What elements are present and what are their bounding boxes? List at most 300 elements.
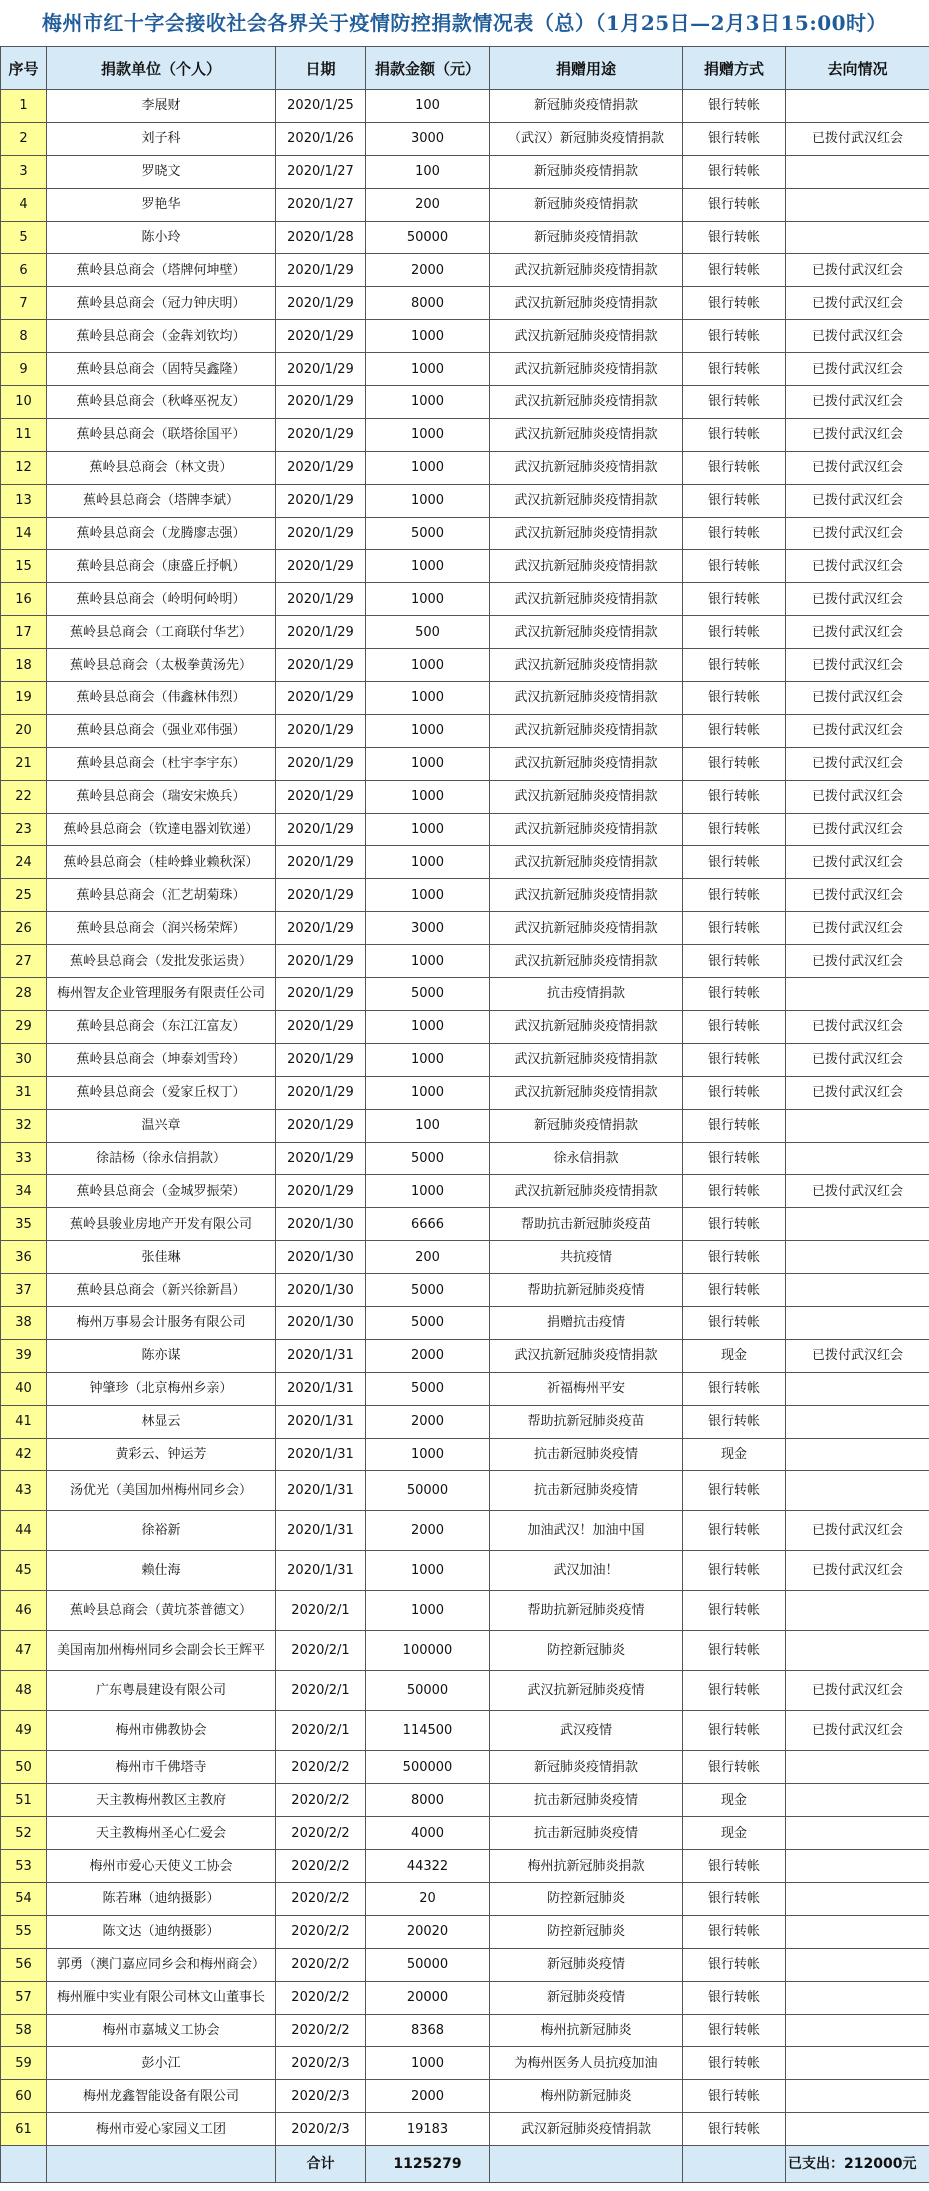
donation-date: 2020/1/31 bbox=[276, 1551, 366, 1591]
donation-purpose: 武汉抗新冠肺炎疫情捐款 bbox=[490, 254, 683, 287]
table-row bbox=[1, 616, 929, 649]
donation-method: 银行转帐 bbox=[683, 2080, 786, 2113]
donation-date: 2020/1/29 bbox=[276, 1109, 366, 1142]
donation-amount: 4000 bbox=[366, 1817, 490, 1850]
donation-date: 2020/2/3 bbox=[276, 2080, 366, 2113]
donation-purpose: 抗击新冠肺炎疫情 bbox=[490, 1817, 683, 1850]
donation-date: 2020/1/31 bbox=[276, 1511, 366, 1551]
donation-date: 2020/2/3 bbox=[276, 2113, 366, 2146]
donation-method: 银行转帐 bbox=[683, 1372, 786, 1405]
donation-purpose: 武汉抗新冠肺炎疫情 bbox=[490, 1671, 683, 1711]
row-index: 3 bbox=[1, 155, 47, 188]
table-row bbox=[1, 2113, 929, 2146]
donation-purpose: 祈福梅州平安 bbox=[490, 1372, 683, 1405]
donation-destination: 已拨付武汉红会 bbox=[786, 912, 929, 945]
donation-destination: 已拨付武汉红会 bbox=[786, 1671, 929, 1711]
donation-date: 2020/2/2 bbox=[276, 1817, 366, 1850]
donation-amount: 1000 bbox=[366, 1175, 490, 1208]
donation-date: 2020/2/3 bbox=[276, 2047, 366, 2080]
donation-purpose: 武汉抗新冠肺炎疫情捐款 bbox=[490, 649, 683, 682]
donor-name: 蕉岭县总商会（金城罗振荣） bbox=[47, 1175, 276, 1208]
donor-name: 蕉岭县总商会（桂岭蜂业赖秋深） bbox=[47, 846, 276, 879]
row-index: 23 bbox=[1, 813, 47, 846]
donation-date: 2020/1/29 bbox=[276, 714, 366, 747]
donation-amount: 5000 bbox=[366, 1274, 490, 1307]
donation-purpose: 武汉抗新冠肺炎疫情捐款 bbox=[490, 1076, 683, 1109]
donation-method: 现金 bbox=[683, 1817, 786, 1850]
donation-purpose: 新冠肺炎疫情捐款 bbox=[490, 1109, 683, 1142]
donation-method: 银行转帐 bbox=[683, 1405, 786, 1438]
table-row bbox=[1, 879, 929, 912]
donor-name: 梅州雁中实业有限公司林文山董事长 bbox=[47, 1981, 276, 2014]
donation-date: 2020/1/29 bbox=[276, 583, 366, 616]
donation-date: 2020/1/30 bbox=[276, 1274, 366, 1307]
donation-method: 银行转帐 bbox=[683, 1882, 786, 1915]
donation-date: 2020/1/29 bbox=[276, 418, 366, 451]
row-index: 53 bbox=[1, 1850, 47, 1883]
donor-name: 梅州龙鑫智能设备有限公司 bbox=[47, 2080, 276, 2113]
donation-destination: 已拨付武汉红会 bbox=[786, 1010, 929, 1043]
table-row bbox=[1, 780, 929, 813]
donation-method: 银行转帐 bbox=[683, 649, 786, 682]
donation-date: 2020/1/29 bbox=[276, 846, 366, 879]
table-row bbox=[1, 912, 929, 945]
donation-method: 银行转帐 bbox=[683, 780, 786, 813]
donor-name: 天主教梅州圣心仁爱会 bbox=[47, 1817, 276, 1850]
donor-name: 蕉岭县骏业房地产开发有限公司 bbox=[47, 1208, 276, 1241]
donation-date: 2020/1/27 bbox=[276, 188, 366, 221]
donation-destination: 已拨付武汉红会 bbox=[786, 353, 929, 386]
donation-amount: 20020 bbox=[366, 1915, 490, 1948]
donation-purpose: 防控新冠肺炎 bbox=[490, 1882, 683, 1915]
donation-method: 银行转帐 bbox=[683, 1208, 786, 1241]
row-index: 61 bbox=[1, 2113, 47, 2146]
donation-method: 银行转帐 bbox=[683, 287, 786, 320]
donation-date: 2020/1/29 bbox=[276, 550, 366, 583]
donation-date: 2020/1/29 bbox=[276, 484, 366, 517]
row-index: 41 bbox=[1, 1405, 47, 1438]
donation-method: 现金 bbox=[683, 1339, 786, 1372]
donation-amount: 200 bbox=[366, 1241, 490, 1274]
donation-method: 银行转帐 bbox=[683, 879, 786, 912]
donation-date: 2020/1/29 bbox=[276, 1043, 366, 1076]
donation-destination bbox=[786, 1306, 929, 1339]
table-row bbox=[1, 583, 929, 616]
donation-purpose: 武汉加油！ bbox=[490, 1551, 683, 1591]
header-purpose: 捐赠用途 bbox=[490, 47, 683, 90]
donation-purpose: 新冠肺炎疫情捐款 bbox=[490, 1751, 683, 1784]
table-row bbox=[1, 451, 929, 484]
table-row bbox=[1, 353, 929, 386]
row-index: 13 bbox=[1, 484, 47, 517]
donation-destination: 已拨付武汉红会 bbox=[786, 879, 929, 912]
donation-amount: 1000 bbox=[366, 386, 490, 419]
row-index: 5 bbox=[1, 221, 47, 254]
donation-method: 银行转帐 bbox=[683, 813, 786, 846]
donation-date: 2020/1/29 bbox=[276, 386, 366, 419]
donor-name: 天主教梅州教区主教府 bbox=[47, 1784, 276, 1817]
donation-destination bbox=[786, 978, 929, 1011]
donation-purpose: 武汉抗新冠肺炎疫情捐款 bbox=[490, 1043, 683, 1076]
row-index: 55 bbox=[1, 1915, 47, 1948]
donation-destination: 已拨付武汉红会 bbox=[786, 320, 929, 353]
donation-date: 2020/1/29 bbox=[276, 320, 366, 353]
donation-purpose: 徐永信捐款 bbox=[490, 1142, 683, 1175]
donation-date: 2020/1/29 bbox=[276, 813, 366, 846]
table-row bbox=[1, 1882, 929, 1915]
donor-name: 林显云 bbox=[47, 1405, 276, 1438]
table-row bbox=[1, 945, 929, 978]
donation-purpose: 武汉抗新冠肺炎疫情捐款 bbox=[490, 780, 683, 813]
donation-method: 银行转帐 bbox=[683, 1109, 786, 1142]
donor-name: 蕉岭县总商会（固特吴鑫隆） bbox=[47, 353, 276, 386]
donation-destination: 已拨付武汉红会 bbox=[786, 1711, 929, 1751]
table-row bbox=[1, 386, 929, 419]
donor-name: 蕉岭县总商会（新兴徐新昌） bbox=[47, 1274, 276, 1307]
table-row bbox=[1, 122, 929, 155]
table-row bbox=[1, 1241, 929, 1274]
row-index: 8 bbox=[1, 320, 47, 353]
donation-date: 2020/1/29 bbox=[276, 1175, 366, 1208]
donor-name: 蕉岭县总商会（太极拳黄汤先） bbox=[47, 649, 276, 682]
donation-destination: 已拨付武汉红会 bbox=[786, 550, 929, 583]
donation-amount: 8000 bbox=[366, 287, 490, 320]
donation-method: 银行转帐 bbox=[683, 550, 786, 583]
table-row bbox=[1, 1784, 929, 1817]
donation-amount: 200 bbox=[366, 188, 490, 221]
donation-destination bbox=[786, 188, 929, 221]
table-row bbox=[1, 1671, 929, 1711]
donation-date: 2020/1/29 bbox=[276, 616, 366, 649]
donation-method: 银行转帐 bbox=[683, 1915, 786, 1948]
donation-date: 2020/1/29 bbox=[276, 1010, 366, 1043]
donation-purpose: 武汉抗新冠肺炎疫情捐款 bbox=[490, 386, 683, 419]
donation-amount: 2000 bbox=[366, 254, 490, 287]
table-row bbox=[1, 1274, 929, 1307]
donor-name: 蕉岭县总商会（坤泰刘雪玲） bbox=[47, 1043, 276, 1076]
donation-amount: 20 bbox=[366, 1882, 490, 1915]
table-row bbox=[1, 188, 929, 221]
donor-name: 蕉岭县总商会（汇艺胡菊珠） bbox=[47, 879, 276, 912]
donation-date: 2020/1/31 bbox=[276, 1339, 366, 1372]
donation-destination bbox=[786, 2080, 929, 2113]
donation-method: 银行转帐 bbox=[683, 2014, 786, 2047]
header-method: 捐赠方式 bbox=[683, 47, 786, 90]
donation-destination: 已拨付武汉红会 bbox=[786, 254, 929, 287]
donation-amount: 100 bbox=[366, 90, 490, 123]
table-row bbox=[1, 1306, 929, 1339]
donation-purpose: 防控新冠肺炎 bbox=[490, 1631, 683, 1671]
donation-purpose: 武汉抗新冠肺炎疫情捐款 bbox=[490, 320, 683, 353]
donation-destination bbox=[786, 90, 929, 123]
page-title: 梅州市红十字会接收社会各界关于疫情防控捐款情况表（总）（1月25日—2月3日15:00时） bbox=[41, 11, 888, 35]
donor-name: 徐詰杨（徐永信捐款） bbox=[47, 1142, 276, 1175]
row-index: 42 bbox=[1, 1438, 47, 1471]
row-index: 25 bbox=[1, 879, 47, 912]
table-row bbox=[1, 90, 929, 123]
donation-date: 2020/2/2 bbox=[276, 1915, 366, 1948]
donor-name: 广东粤晨建设有限公司 bbox=[47, 1671, 276, 1711]
donation-method: 银行转帐 bbox=[683, 1751, 786, 1784]
donation-destination: 已拨付武汉红会 bbox=[786, 418, 929, 451]
donation-date: 2020/1/30 bbox=[276, 1241, 366, 1274]
header-destination: 去向情况 bbox=[786, 47, 929, 90]
donor-name: 梅州市爱心天使义工协会 bbox=[47, 1850, 276, 1883]
donation-amount: 1000 bbox=[366, 418, 490, 451]
header-donor: 捐款单位（个人） bbox=[47, 47, 276, 90]
donation-amount: 500000 bbox=[366, 1751, 490, 1784]
table-row bbox=[1, 1175, 929, 1208]
row-index: 51 bbox=[1, 1784, 47, 1817]
donation-method: 银行转帐 bbox=[683, 418, 786, 451]
donation-date: 2020/1/29 bbox=[276, 287, 366, 320]
donation-date: 2020/1/29 bbox=[276, 1076, 366, 1109]
donor-name: 蕉岭县总商会（金犇刘钦均） bbox=[47, 320, 276, 353]
donation-method: 银行转帐 bbox=[683, 1511, 786, 1551]
row-index: 33 bbox=[1, 1142, 47, 1175]
donation-purpose: 梅州抗新冠肺炎捐款 bbox=[490, 1850, 683, 1883]
donor-name: 梅州市佛教协会 bbox=[47, 1711, 276, 1751]
donation-method: 银行转帐 bbox=[683, 1591, 786, 1631]
row-index: 6 bbox=[1, 254, 47, 287]
table-row bbox=[1, 287, 929, 320]
donation-amount: 1000 bbox=[366, 879, 490, 912]
donation-destination: 已拨付武汉红会 bbox=[786, 649, 929, 682]
table-row bbox=[1, 1208, 929, 1241]
donation-destination bbox=[786, 1372, 929, 1405]
donation-amount: 1000 bbox=[366, 846, 490, 879]
donation-purpose: 武汉新冠肺炎疫情捐款 bbox=[490, 2113, 683, 2146]
donation-method: 银行转帐 bbox=[683, 978, 786, 1011]
row-index: 12 bbox=[1, 451, 47, 484]
donation-purpose: 武汉抗新冠肺炎疫情捐款 bbox=[490, 353, 683, 386]
donation-amount: 100 bbox=[366, 155, 490, 188]
donation-method: 银行转帐 bbox=[683, 221, 786, 254]
donation-date: 2020/2/1 bbox=[276, 1671, 366, 1711]
donation-purpose: 武汉抗新冠肺炎疫情捐款 bbox=[490, 616, 683, 649]
row-index: 27 bbox=[1, 945, 47, 978]
donation-destination bbox=[786, 1142, 929, 1175]
donation-amount: 1000 bbox=[366, 1043, 490, 1076]
donation-method: 银行转帐 bbox=[683, 1076, 786, 1109]
table-row bbox=[1, 649, 929, 682]
donation-date: 2020/1/29 bbox=[276, 254, 366, 287]
donation-purpose: 武汉抗新冠肺炎疫情捐款 bbox=[490, 747, 683, 780]
donation-destination bbox=[786, 1438, 929, 1471]
donation-destination bbox=[786, 1882, 929, 1915]
donation-method: 银行转帐 bbox=[683, 517, 786, 550]
donation-amount: 19183 bbox=[366, 2113, 490, 2146]
total-index-cell bbox=[1, 2146, 47, 2183]
header-index: 序号 bbox=[1, 47, 47, 90]
donation-purpose: 武汉疫情 bbox=[490, 1711, 683, 1751]
donation-destination bbox=[786, 2014, 929, 2047]
donation-method: 银行转帐 bbox=[683, 1010, 786, 1043]
donation-date: 2020/1/29 bbox=[276, 1142, 366, 1175]
donor-name: 陈文达（迪纳摄影） bbox=[47, 1915, 276, 1948]
total-method-cell bbox=[683, 2146, 786, 2183]
donation-destination bbox=[786, 1915, 929, 1948]
table-row bbox=[1, 517, 929, 550]
table-row bbox=[1, 1109, 929, 1142]
donation-amount: 1000 bbox=[366, 1551, 490, 1591]
table-row bbox=[1, 2080, 929, 2113]
donor-name: 梅州市嘉城义工协会 bbox=[47, 2014, 276, 2047]
row-index: 43 bbox=[1, 1471, 47, 1511]
donation-amount: 1000 bbox=[366, 714, 490, 747]
donation-destination: 已拨付武汉红会 bbox=[786, 846, 929, 879]
row-index: 17 bbox=[1, 616, 47, 649]
donation-destination: 已拨付武汉红会 bbox=[786, 682, 929, 715]
donation-amount: 1000 bbox=[366, 320, 490, 353]
table-row bbox=[1, 1711, 929, 1751]
donation-purpose: 抗击新冠肺炎疫情 bbox=[490, 1438, 683, 1471]
donation-method: 银行转帐 bbox=[683, 1043, 786, 1076]
donor-name: 蕉岭县总商会（康盛丘抒帆） bbox=[47, 550, 276, 583]
donation-amount: 114500 bbox=[366, 1711, 490, 1751]
donation-method: 银行转帐 bbox=[683, 155, 786, 188]
donation-purpose: 防控新冠肺炎 bbox=[490, 1915, 683, 1948]
donor-name: 蕉岭县总商会（伟鑫林伟烈） bbox=[47, 682, 276, 715]
donation-amount: 1000 bbox=[366, 1438, 490, 1471]
row-index: 29 bbox=[1, 1010, 47, 1043]
donation-purpose: 武汉抗新冠肺炎疫情捐款 bbox=[490, 1175, 683, 1208]
donation-destination: 已拨付武汉红会 bbox=[786, 1551, 929, 1591]
donation-purpose: 新冠肺炎疫情捐款 bbox=[490, 188, 683, 221]
donation-purpose: 武汉抗新冠肺炎疫情捐款 bbox=[490, 682, 683, 715]
donor-name: 梅州智友企业管理服务有限责任公司 bbox=[47, 978, 276, 1011]
donation-purpose: 武汉抗新冠肺炎疫情捐款 bbox=[490, 714, 683, 747]
row-index: 60 bbox=[1, 2080, 47, 2113]
donor-name: 郭勇（澳门嘉应同乡会和梅州商会） bbox=[47, 1948, 276, 1981]
donor-name: 汤优光（美国加州梅州同乡会） bbox=[47, 1471, 276, 1511]
row-index: 34 bbox=[1, 1175, 47, 1208]
row-index: 38 bbox=[1, 1306, 47, 1339]
donation-date: 2020/1/29 bbox=[276, 649, 366, 682]
donation-date: 2020/1/31 bbox=[276, 1438, 366, 1471]
row-index: 35 bbox=[1, 1208, 47, 1241]
table-row bbox=[1, 682, 929, 715]
donation-method: 银行转帐 bbox=[683, 682, 786, 715]
donor-name: 陈亦谋 bbox=[47, 1339, 276, 1372]
donation-destination: 已拨付武汉红会 bbox=[786, 1339, 929, 1372]
donation-date: 2020/1/29 bbox=[276, 780, 366, 813]
donation-amount: 3000 bbox=[366, 122, 490, 155]
donor-name: 蕉岭县总商会（爱家丘权丁） bbox=[47, 1076, 276, 1109]
donor-name: 李展财 bbox=[47, 90, 276, 123]
table-row bbox=[1, 155, 929, 188]
donation-purpose: 抗击新冠肺炎疫情 bbox=[490, 1784, 683, 1817]
donation-amount: 5000 bbox=[366, 1372, 490, 1405]
donation-amount: 3000 bbox=[366, 912, 490, 945]
donation-table bbox=[0, 46, 929, 2183]
donation-date: 2020/1/29 bbox=[276, 945, 366, 978]
donation-date: 2020/1/29 bbox=[276, 517, 366, 550]
donation-destination bbox=[786, 2047, 929, 2080]
donation-amount: 1000 bbox=[366, 945, 490, 978]
donor-name: 蕉岭县总商会（瑞安宋焕兵） bbox=[47, 780, 276, 813]
row-index: 28 bbox=[1, 978, 47, 1011]
donation-amount: 50000 bbox=[366, 1948, 490, 1981]
table-row bbox=[1, 2014, 929, 2047]
donation-amount: 5000 bbox=[366, 1142, 490, 1175]
donation-date: 2020/1/29 bbox=[276, 978, 366, 1011]
donation-destination bbox=[786, 1208, 929, 1241]
donation-purpose: 武汉抗新冠肺炎疫情捐款 bbox=[490, 879, 683, 912]
donation-amount: 1000 bbox=[366, 451, 490, 484]
donation-date: 2020/1/26 bbox=[276, 122, 366, 155]
donation-amount: 20000 bbox=[366, 1981, 490, 2014]
donation-purpose: 帮助抗新冠肺炎疫情 bbox=[490, 1591, 683, 1631]
donation-method: 银行转帐 bbox=[683, 747, 786, 780]
header-amount: 捐款金额（元） bbox=[366, 47, 490, 90]
table-row bbox=[1, 1043, 929, 1076]
donation-purpose: 武汉抗新冠肺炎疫情捐款 bbox=[490, 1010, 683, 1043]
row-index: 56 bbox=[1, 1948, 47, 1981]
donation-destination bbox=[786, 1850, 929, 1883]
table-row bbox=[1, 1471, 929, 1511]
donor-name: 陈若琳（迪纳摄影） bbox=[47, 1882, 276, 1915]
table-row bbox=[1, 846, 929, 879]
donation-amount: 6666 bbox=[366, 1208, 490, 1241]
donation-purpose: 帮助抗击新冠肺炎疫苗 bbox=[490, 1208, 683, 1241]
donation-date: 2020/2/1 bbox=[276, 1591, 366, 1631]
row-index: 40 bbox=[1, 1372, 47, 1405]
donation-method: 银行转帐 bbox=[683, 1471, 786, 1511]
row-index: 54 bbox=[1, 1882, 47, 1915]
donation-date: 2020/2/1 bbox=[276, 1711, 366, 1751]
row-index: 57 bbox=[1, 1981, 47, 2014]
spent-amount: 已支出：212000元 bbox=[786, 2146, 929, 2183]
donor-name: 彭小江 bbox=[47, 2047, 276, 2080]
donation-method: 银行转帐 bbox=[683, 1981, 786, 2014]
table-row bbox=[1, 1751, 929, 1784]
donor-name: 蕉岭县总商会（杜宇李宇东） bbox=[47, 747, 276, 780]
donation-destination bbox=[786, 1591, 929, 1631]
table-row bbox=[1, 1948, 929, 1981]
donation-destination bbox=[786, 1109, 929, 1142]
table-row bbox=[1, 1511, 929, 1551]
donation-amount: 8000 bbox=[366, 1784, 490, 1817]
total-donor-cell bbox=[47, 2146, 276, 2183]
donation-method: 银行转帐 bbox=[683, 122, 786, 155]
row-index: 2 bbox=[1, 122, 47, 155]
donation-amount: 1000 bbox=[366, 747, 490, 780]
donation-method: 银行转帐 bbox=[683, 90, 786, 123]
donation-destination: 已拨付武汉红会 bbox=[786, 122, 929, 155]
donor-name: 蕉岭县总商会（润兴杨荣辉） bbox=[47, 912, 276, 945]
donation-purpose: 武汉抗新冠肺炎疫情捐款 bbox=[490, 945, 683, 978]
donation-amount: 5000 bbox=[366, 517, 490, 550]
donor-name: 蕉岭县总商会（发批发张运贵） bbox=[47, 945, 276, 978]
donation-purpose: 武汉抗新冠肺炎疫情捐款 bbox=[490, 1339, 683, 1372]
table-header bbox=[1, 47, 929, 90]
donation-destination bbox=[786, 155, 929, 188]
row-index: 50 bbox=[1, 1751, 47, 1784]
table-row bbox=[1, 1405, 929, 1438]
donation-date: 2020/1/31 bbox=[276, 1372, 366, 1405]
donor-name: 温兴章 bbox=[47, 1109, 276, 1142]
donation-destination bbox=[786, 1751, 929, 1784]
donation-destination bbox=[786, 1981, 929, 2014]
donation-method: 银行转帐 bbox=[683, 1142, 786, 1175]
donor-name: 蕉岭县总商会（冠力钟庆明） bbox=[47, 287, 276, 320]
donation-purpose: 新冠肺炎疫情 bbox=[490, 1948, 683, 1981]
row-index: 32 bbox=[1, 1109, 47, 1142]
donation-method: 银行转帐 bbox=[683, 912, 786, 945]
row-index: 19 bbox=[1, 682, 47, 715]
donation-purpose: 新冠肺炎疫情捐款 bbox=[490, 221, 683, 254]
